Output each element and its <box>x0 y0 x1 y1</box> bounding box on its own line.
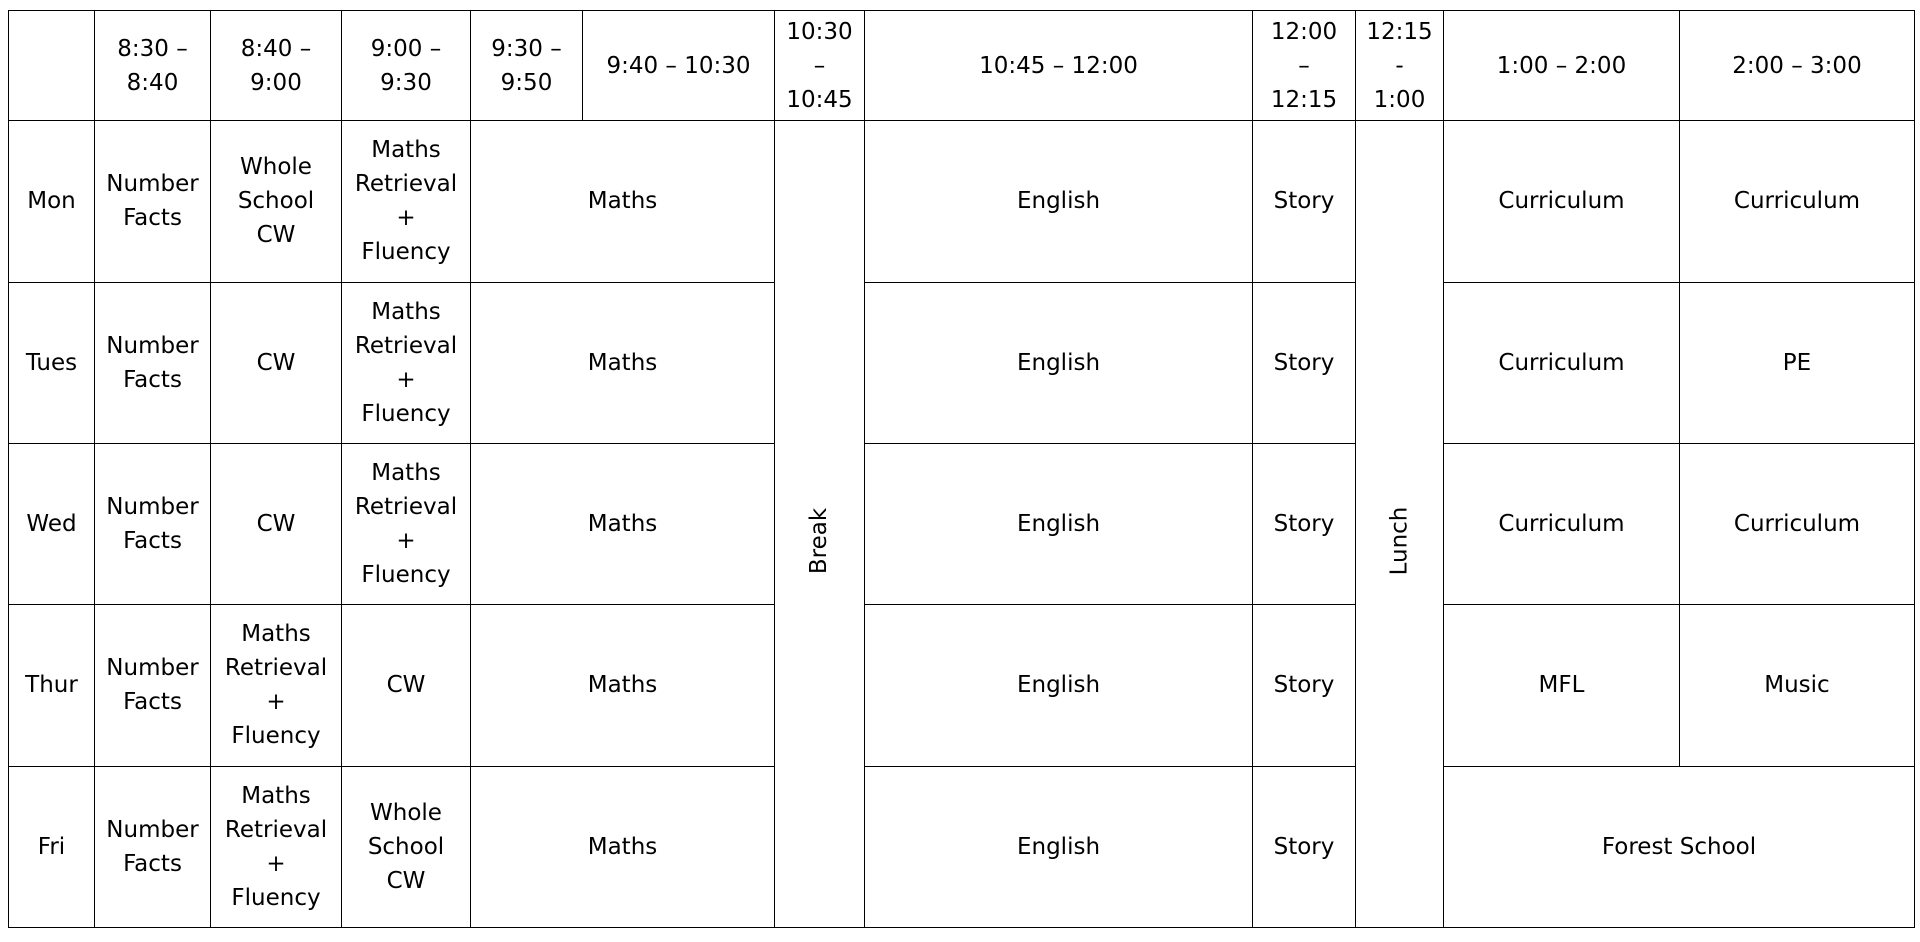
number-facts-cell: Number Facts <box>95 443 211 604</box>
slot-840-cell: Whole School CW <box>211 121 342 282</box>
slot-840-cell: Maths Retrieval + Fluency <box>211 766 342 927</box>
day-label: Tues <box>9 282 95 443</box>
slot-900-cell: Maths Retrieval + Fluency <box>342 443 471 604</box>
afternoon-2-cell: PE <box>1680 282 1915 443</box>
timetable <box>8 10 1915 928</box>
story-cell: Story <box>1253 766 1356 927</box>
header-slot-1200: 12:00 – 12:15 <box>1253 11 1356 121</box>
day-row-wed <box>9 443 1915 604</box>
header-slot-940: 9:40 – 10:30 <box>583 11 775 121</box>
header-corner-cell <box>9 11 95 121</box>
english-cell: English <box>865 121 1253 282</box>
afternoon-2-cell: Music <box>1680 605 1915 766</box>
header-slot-1030: 10:30 – 10:45 <box>775 11 865 121</box>
header-slot-1045: 10:45 – 12:00 <box>865 11 1253 121</box>
day-label: Fri <box>9 766 95 927</box>
day-row-mon <box>9 121 1915 282</box>
slot-900-cell: Maths Retrieval + Fluency <box>342 282 471 443</box>
maths-cell: Maths <box>471 605 775 766</box>
number-facts-cell: Number Facts <box>95 766 211 927</box>
day-label: Thur <box>9 605 95 766</box>
maths-cell: Maths <box>471 282 775 443</box>
slot-840-cell: CW <box>211 443 342 604</box>
lunch-cell <box>1356 121 1444 928</box>
day-row-tues <box>9 282 1915 443</box>
header-slot-840: 8:40 – 9:00 <box>211 11 342 121</box>
story-cell: Story <box>1253 121 1356 282</box>
day-row-thur <box>9 605 1915 766</box>
slot-900-cell: CW <box>342 605 471 766</box>
slot-900-cell: Whole School CW <box>342 766 471 927</box>
story-cell: Story <box>1253 605 1356 766</box>
day-label: Wed <box>9 443 95 604</box>
maths-cell: Maths <box>471 766 775 927</box>
header-slot-200: 2:00 – 3:00 <box>1680 11 1915 121</box>
slot-840-cell: Maths Retrieval + Fluency <box>211 605 342 766</box>
lunch-label: Lunch <box>1386 506 1413 576</box>
break-label: Break <box>806 507 833 575</box>
english-cell: English <box>865 605 1253 766</box>
afternoon-1-cell: Curriculum <box>1444 121 1680 282</box>
afternoon-1-cell: Curriculum <box>1444 282 1680 443</box>
story-cell: Story <box>1253 282 1356 443</box>
break-cell <box>775 121 865 928</box>
header-slot-900: 9:00 – 9:30 <box>342 11 471 121</box>
header-slot-1215: 12:15 - 1:00 <box>1356 11 1444 121</box>
forest-school-cell: Forest School <box>1444 766 1915 927</box>
english-cell: English <box>865 282 1253 443</box>
english-cell: English <box>865 766 1253 927</box>
header-slot-830: 8:30 – 8:40 <box>95 11 211 121</box>
day-row-fri <box>9 766 1915 927</box>
maths-cell: Maths <box>471 121 775 282</box>
number-facts-cell: Number Facts <box>95 605 211 766</box>
number-facts-cell: Number Facts <box>95 121 211 282</box>
header-row <box>9 11 1915 121</box>
header-slot-100: 1:00 – 2:00 <box>1444 11 1680 121</box>
story-cell: Story <box>1253 443 1356 604</box>
day-label: Mon <box>9 121 95 282</box>
afternoon-2-cell: Curriculum <box>1680 121 1915 282</box>
header-slot-930: 9:30 – 9:50 <box>471 11 583 121</box>
afternoon-1-cell: Curriculum <box>1444 443 1680 604</box>
maths-cell: Maths <box>471 443 775 604</box>
slot-840-cell: CW <box>211 282 342 443</box>
slot-900-cell: Maths Retrieval + Fluency <box>342 121 471 282</box>
afternoon-2-cell: Curriculum <box>1680 443 1915 604</box>
english-cell: English <box>865 443 1253 604</box>
afternoon-1-cell: MFL <box>1444 605 1680 766</box>
number-facts-cell: Number Facts <box>95 282 211 443</box>
